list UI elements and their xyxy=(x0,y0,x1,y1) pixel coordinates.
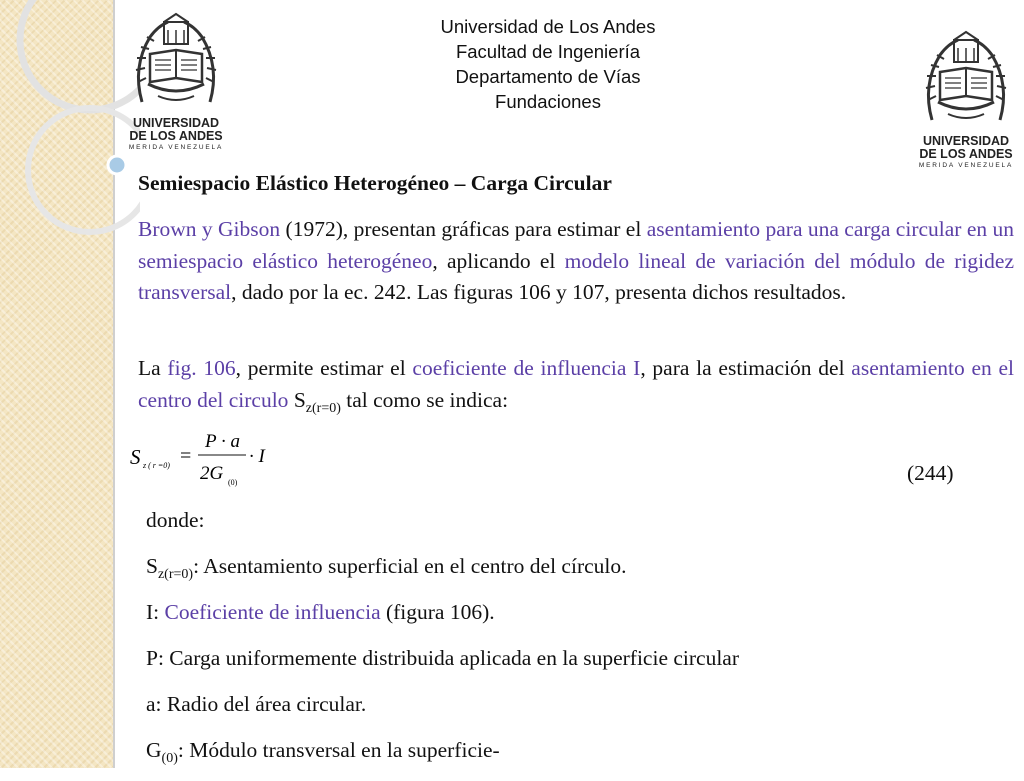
paragraph-2-text: , permite estimar el xyxy=(235,356,413,380)
paragraph-2-text: S xyxy=(288,387,306,412)
paragraph-1-text: (1972), presentan gráficas para estimar el xyxy=(280,217,647,241)
subscript: z(r=0) xyxy=(305,400,341,416)
model-highlight: modelo lineal de variación del módulo de rigidez transversal xyxy=(138,248,1014,304)
settlement-formula xyxy=(128,428,278,494)
logo-text-line1: UNIVERSIDAD xyxy=(132,116,220,130)
university-logo-left xyxy=(128,12,224,150)
header-course: Fundaciones xyxy=(495,91,601,112)
header-faculty: Facultad de Ingeniería xyxy=(455,41,641,62)
paragraph-2-text: tal como se indica: xyxy=(340,387,509,412)
formula-denominator-subscript: (0) xyxy=(228,478,238,487)
definitions-list xyxy=(146,505,1014,781)
logo-text-line2: DE LOS ANDES xyxy=(129,129,223,143)
paragraph-2-text: , para la estimación del xyxy=(640,356,852,380)
definition-shear-modulus xyxy=(146,735,1014,781)
formula-multiplier: · I xyxy=(249,446,265,467)
definition-text: (figura 106). xyxy=(380,600,495,624)
settlement-highlight: asentamiento para una carga circular en un semiespacio elástico heterogéneo xyxy=(138,217,1014,273)
formula-numerator: P · a xyxy=(205,431,241,452)
slide-title: Semiespacio Elástico Heterogéneo – Carga Circular xyxy=(138,171,612,195)
university-logo-right xyxy=(918,30,1014,168)
formula-lhs-subscript: z ( r =0) xyxy=(143,461,170,470)
paragraph-1 xyxy=(138,214,1014,309)
definition-radius: a: Radio del área circular. xyxy=(146,692,367,716)
definition-text: : Módulo transversal en la superficie- xyxy=(177,738,500,762)
decorative-circles xyxy=(0,0,140,300)
definitions-intro: donde: xyxy=(146,508,205,532)
formula-equals: = xyxy=(180,445,192,467)
definition-influence xyxy=(146,597,1014,643)
authors-highlight: Brown y Gibson xyxy=(138,217,281,241)
influence-coefficient-highlight: coeficiente de influencia I xyxy=(412,356,641,380)
paragraph-2-text: La xyxy=(138,356,168,380)
logo-subtext: MERIDA VENEZUELA xyxy=(918,162,1014,169)
paragraph-1-text: , dado por la ec. 242. Las figuras 106 y 107, presenta dichos resultados. xyxy=(231,280,847,304)
definition-symbol: S xyxy=(146,554,158,578)
center-settlement-highlight: asentamiento en el centro del circulo xyxy=(138,356,1014,412)
influence-highlight: Coeficiente de influencia xyxy=(164,600,381,624)
logo-text-line2: DE LOS ANDES xyxy=(919,147,1013,161)
formula-denominator: 2G xyxy=(200,463,224,484)
header-university: Universidad de Los Andes xyxy=(440,16,656,37)
definition-load: P: Carga uniformemente distribuida aplicada en la superficie circular xyxy=(146,646,740,670)
header-department: Departamento de Vías xyxy=(455,66,641,87)
logo-text-line1: UNIVERSIDAD xyxy=(922,134,1010,148)
definition-settlement xyxy=(146,551,1014,597)
definition-symbol: I: xyxy=(146,600,165,624)
emblem-icon xyxy=(918,30,1014,130)
subscript: z(r=0) xyxy=(157,567,194,582)
paragraph-2 xyxy=(138,353,1014,416)
paragraph-1-text: , aplicando el xyxy=(432,248,565,273)
definition-symbol: G xyxy=(146,738,162,762)
figure-reference: fig. 106 xyxy=(167,356,236,380)
subscript: (0) xyxy=(161,751,178,766)
equation-number: (244) xyxy=(907,461,954,485)
institution-header xyxy=(360,14,736,114)
logo-subtext: MERIDA VENEZUELA xyxy=(128,144,224,151)
emblem-icon xyxy=(128,12,224,112)
definition-text: : Asentamiento superficial en el centro del círculo. xyxy=(193,554,627,578)
formula-lhs: S xyxy=(130,445,141,469)
